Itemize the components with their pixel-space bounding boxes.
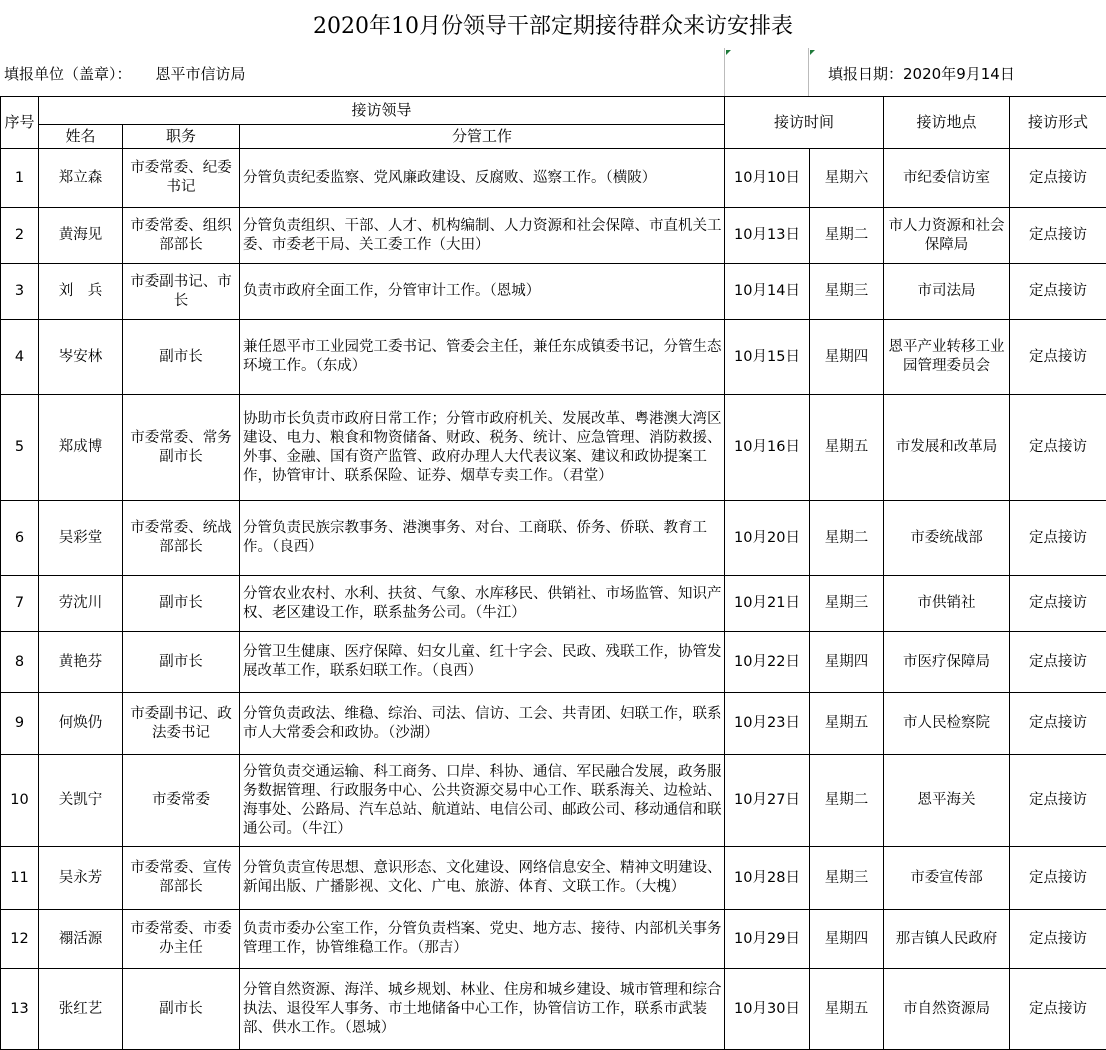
cell-name: 何焕仍 [39,693,123,755]
cell-seq: 5 [1,395,39,501]
cell-marker-icon [726,50,731,55]
table-row [1,208,1106,264]
cell-form: 定点接访 [1010,395,1106,501]
cell-form: 定点接访 [1010,320,1106,395]
cell-duties: 分管负责交通运输、科工商务、口岸、科协、通信、军民融合发展，政务服务数据管理、行政服务中心、公共资源交易中心工作、联系海关、边检站、海事处、公路局、汽车总站、航道站、电信公司、邮政公司、移动通信和联通公司。（牛江） [240,755,725,847]
cell-name: 吴永芳 [39,847,123,910]
table-row [1,149,1106,208]
table-row [1,320,1106,395]
cell-place: 那吉镇人民政府 [884,910,1010,969]
table-row [1,632,1106,693]
cell-weekday: 星期四 [810,910,884,969]
cell-weekday: 星期五 [810,969,884,1050]
cell-date: 10月16日 [725,395,810,501]
cell-duties: 协助市长负责市政府日常工作；分管市政府机关、发展改革、粤港澳大湾区建设、电力、粮食和物资储备、财政、税务、统计、应急管理、消防救援、外事、金融、国有资产监管、政府办理人大代表议案、建议和政协提案工作，协管审计、联系保险、证券、烟草专卖工作。（君堂） [240,395,725,501]
cell-form: 定点接访 [1010,693,1106,755]
cell-date: 10月28日 [725,847,810,910]
cell-duties: 分管负责组织、干部、人才、机构编制、人力资源和社会保障、市直机关工委、市委老干局、关工委工作（大田） [240,208,725,264]
cell-weekday: 星期三 [810,847,884,910]
cell-duties: 分管农业农村、水利、扶贫、气象、水库移民、供销社、市场监管、知识产权、老区建设工作，联系盐务公司。（牛江） [240,576,725,632]
cell-place: 市人民检察院 [884,693,1010,755]
table-row [1,847,1106,910]
cell-weekday: 星期四 [810,632,884,693]
cell-weekday: 星期二 [810,208,884,264]
cell-name: 吴彩堂 [39,501,123,576]
header-position: 职务 [123,125,240,149]
cell-position: 副市长 [123,576,240,632]
cell-date: 10月22日 [725,632,810,693]
cell-place: 市供销社 [884,576,1010,632]
table-row [1,755,1106,847]
report-date-label: 填报日期： [828,64,904,83]
cell-name: 郑成博 [39,395,123,501]
table-row [1,576,1106,632]
cell-place: 恩平海关 [884,755,1010,847]
cell-name: 禤活源 [39,910,123,969]
header-seq: 序号 [1,97,39,149]
cell-date: 10月30日 [725,969,810,1050]
cell-position: 市委副书记、市长 [123,264,240,320]
cell-position: 市委常委、组织部部长 [123,208,240,264]
cell-place: 市委统战部 [884,501,1010,576]
cell-form: 定点接访 [1010,755,1106,847]
cell-place: 恩平产业转移工业园管理委员会 [884,320,1010,395]
cell-seq: 2 [1,208,39,264]
cell-form: 定点接访 [1010,632,1106,693]
cell-weekday: 星期三 [810,264,884,320]
cell-name: 关凯宁 [39,755,123,847]
cell-duties: 分管负责民族宗教事务、港澳事务、对台、工商联、侨务、侨联、教育工作。（良西） [240,501,725,576]
cell-seq: 6 [1,501,39,576]
cell-seq: 3 [1,264,39,320]
cell-position: 市委常委、常务副市长 [123,395,240,501]
cell-form: 定点接访 [1010,264,1106,320]
header-duties: 分管工作 [240,125,725,149]
cell-seq: 7 [1,576,39,632]
cell-form: 定点接访 [1010,847,1106,910]
cell-form: 定点接访 [1010,208,1106,264]
cell-position: 副市长 [123,320,240,395]
reporting-unit [4,50,246,96]
cell-duties: 分管负责宣传思想、意识形态、文化建设、网络信息安全、精神文明建设、新闻出版、广播影视、文化、广电、旅游、体育、文联工作。（大槐） [240,847,725,910]
cell-position: 市委常委 [123,755,240,847]
cell-seq: 9 [1,693,39,755]
cell-date: 10月21日 [725,576,810,632]
cell-seq: 1 [1,149,39,208]
cell-place: 市医疗保障局 [884,632,1010,693]
cell-position: 市委常委、统战部部长 [123,501,240,576]
table-row [1,693,1106,755]
cell-name: 张红艺 [39,969,123,1050]
cell-date: 10月15日 [725,320,810,395]
cell-duties: 分管负责政法、维稳、综治、司法、信访、工会、共青团、妇联工作，联系市人大常委会和政协。（沙湖） [240,693,725,755]
cell-seq: 4 [1,320,39,395]
cell-name: 劳沈川 [39,576,123,632]
header-time: 接访时间 [725,97,884,149]
cell-position: 市委常委、市委办主任 [123,910,240,969]
divider [724,48,725,96]
cell-seq: 11 [1,847,39,910]
cell-position: 市委副书记、政法委书记 [123,693,240,755]
report-date [828,50,1015,96]
cell-duties: 分管卫生健康、医疗保障、妇女儿童、红十字会、民政、残联工作，协管发展改革工作，联系妇联工作。（良西） [240,632,725,693]
table-row [1,264,1106,320]
cell-weekday: 星期三 [810,576,884,632]
page-title: 2020年10月份领导干部定期接待群众来访安排表 [313,13,793,39]
cell-date: 10月20日 [725,501,810,576]
cell-weekday: 星期二 [810,755,884,847]
cell-position: 市委常委、纪委书记 [123,149,240,208]
cell-form: 定点接访 [1010,969,1106,1050]
cell-marker-icon [810,50,815,55]
cell-name: 郑立森 [39,149,123,208]
cell-place: 市人力资源和社会保障局 [884,208,1010,264]
reception-schedule-table [0,96,1106,1050]
report-date-value: 2020年9月14日 [903,64,1015,83]
cell-date: 10月29日 [725,910,810,969]
cell-name: 黄海见 [39,208,123,264]
cell-duties: 负责市委办公室工作，分管负责档案、党史、地方志、接待、内部机关事务管理工作，协管维稳工作。（那吉） [240,910,725,969]
cell-place: 市委宣传部 [884,847,1010,910]
cell-date: 10月27日 [725,755,810,847]
header-leader-group: 接访领导 [39,97,725,125]
cell-duties: 分管负责纪委监察、党风廉政建设、反腐败、巡察工作。（横陂） [240,149,725,208]
cell-position: 副市长 [123,969,240,1050]
cell-seq: 13 [1,969,39,1050]
cell-place: 市自然资源局 [884,969,1010,1050]
cell-date: 10月13日 [725,208,810,264]
cell-weekday: 星期五 [810,693,884,755]
cell-seq: 10 [1,755,39,847]
cell-position: 副市长 [123,632,240,693]
divider [808,48,809,96]
cell-weekday: 星期二 [810,501,884,576]
cell-duties: 负责市政府全面工作，分管审计工作。（恩城） [240,264,725,320]
cell-name: 黄艳芬 [39,632,123,693]
cell-place: 市发展和改革局 [884,395,1010,501]
cell-weekday: 星期五 [810,395,884,501]
cell-duties: 兼任恩平市工业园党工委书记、管委会主任，兼任东成镇委书记，分管生态环境工作。（东成） [240,320,725,395]
table-row [1,969,1106,1050]
cell-date: 10月14日 [725,264,810,320]
header-place: 接访地点 [884,97,1010,149]
cell-date: 10月23日 [725,693,810,755]
cell-name: 岑安林 [39,320,123,395]
table-row [1,501,1106,576]
cell-form: 定点接访 [1010,576,1106,632]
reporting-unit-value: 恩平市信访局 [155,64,246,83]
header-name: 姓名 [39,125,123,149]
cell-seq: 12 [1,910,39,969]
cell-place: 市纪委信访室 [884,149,1010,208]
cell-position: 市委常委、宣传部部长 [123,847,240,910]
cell-date: 10月10日 [725,149,810,208]
table-row [1,395,1106,501]
cell-name: 刘 兵 [39,264,123,320]
cell-form: 定点接访 [1010,149,1106,208]
cell-seq: 8 [1,632,39,693]
cell-weekday: 星期六 [810,149,884,208]
reporting-unit-label: 填报单位（盖章）： [4,64,132,83]
table-row [1,910,1106,969]
cell-place: 市司法局 [884,264,1010,320]
header-form: 接访形式 [1010,97,1106,149]
cell-weekday: 星期四 [810,320,884,395]
cell-form: 定点接访 [1010,910,1106,969]
cell-duties: 分管自然资源、海洋、城乡规划、林业、住房和城乡建设、城市管理和综合执法、退役军人事务、市土地储备中心工作，协管信访工作，联系市武装部、供水工作。（恩城） [240,969,725,1050]
cell-form: 定点接访 [1010,501,1106,576]
